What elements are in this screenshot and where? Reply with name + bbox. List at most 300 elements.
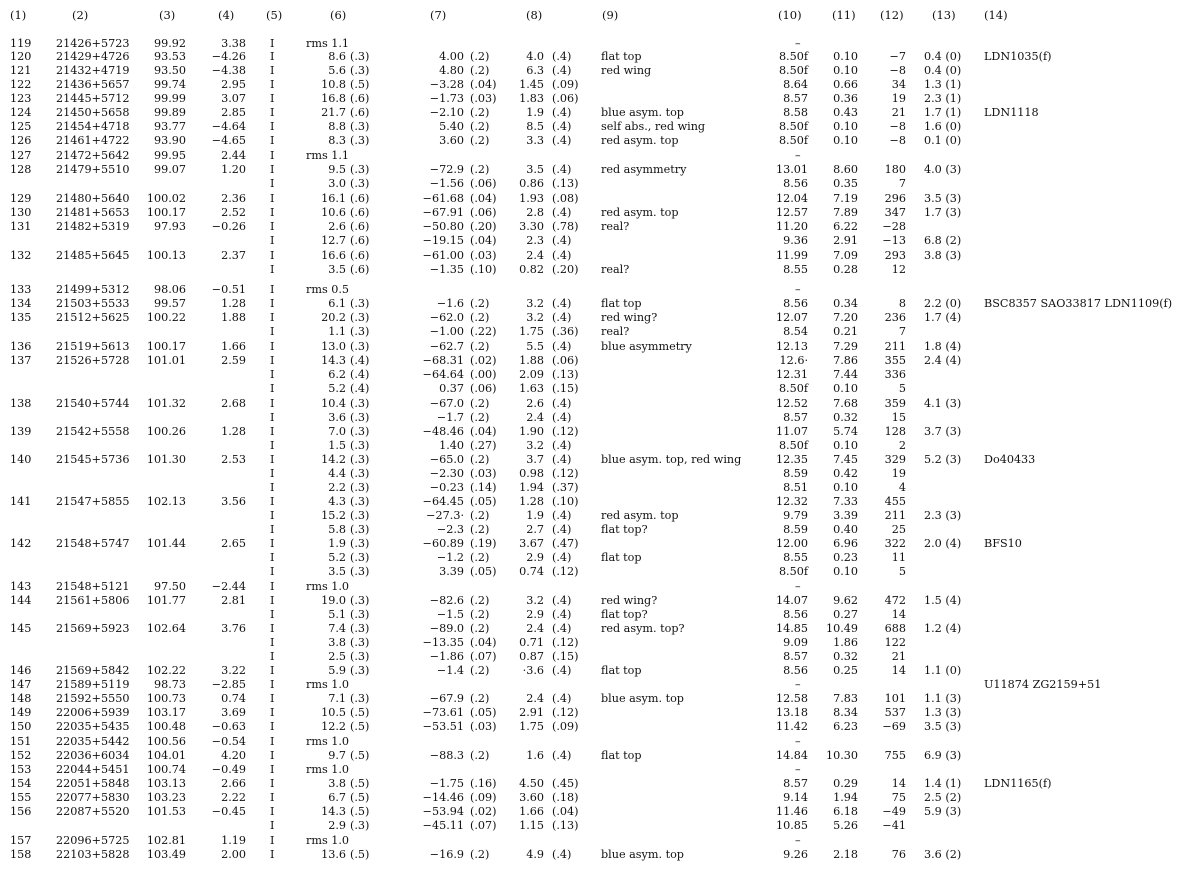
line-flag: I: [270, 481, 275, 494]
row-number: 128: [10, 163, 32, 176]
identification: LDN1165(f): [984, 777, 1052, 790]
galactocentric-value: 3.39: [833, 509, 858, 522]
width-error: (.4): [552, 163, 572, 176]
width-value: 4.50: [519, 777, 544, 790]
velocity-error: (.2): [470, 608, 490, 621]
peak-value: 5.1: [328, 608, 346, 621]
longitude: 103.13: [146, 777, 186, 790]
peak-error: (.6): [350, 234, 370, 247]
table-row: [0, 720, 1200, 734]
peak-value: 6.1: [328, 297, 346, 310]
longitude: 101.01: [146, 354, 186, 367]
peak-value: 7.1: [328, 692, 346, 705]
galactocentric-value: 0.25: [833, 664, 858, 677]
height-value: −28: [882, 220, 906, 233]
col-header: (6): [330, 8, 347, 22]
line-flag: I: [270, 848, 275, 861]
width-error: (.4): [552, 594, 572, 607]
width-error: (.4): [552, 297, 572, 310]
width-value: 2.91: [519, 706, 544, 719]
source-name: 21450+5658: [56, 106, 130, 119]
width-value: 2.4: [526, 692, 544, 705]
row-number: 120: [10, 50, 32, 63]
height-value: −69: [882, 720, 906, 733]
longitude: 100.73: [146, 692, 186, 705]
row-number: 130: [10, 206, 32, 219]
width-error: (.10): [552, 495, 579, 508]
table-row: [0, 608, 1200, 622]
width-error: (.4): [552, 622, 572, 635]
galactocentric-value: 0.21: [833, 325, 858, 338]
comment: blue asym. top: [601, 848, 684, 861]
velocity-value: −64.64: [422, 368, 464, 381]
quality-value: 3.6 (2): [924, 848, 962, 861]
source-name: 21436+5657: [56, 78, 130, 91]
comment: flat top?: [601, 608, 648, 621]
velocity-error: (.02): [470, 805, 497, 818]
height-value: 15: [891, 411, 906, 424]
velocity-value: −48.46: [422, 425, 464, 438]
height-value: 101: [884, 692, 906, 705]
row-number: 125: [10, 120, 32, 133]
velocity-value: −0.23: [429, 481, 464, 494]
dash-mark: –: [795, 580, 801, 593]
width-error: (.4): [552, 234, 572, 247]
peak-error: (.3): [350, 311, 370, 324]
peak-value: 3.8: [328, 777, 346, 790]
table-row: [0, 297, 1200, 311]
peak-error: (.3): [350, 495, 370, 508]
line-flag: I: [270, 263, 275, 276]
velocity-value: −67.9: [429, 692, 464, 705]
line-flag: I: [270, 819, 275, 832]
quality-value: 1.7 (1): [924, 106, 962, 119]
peak-error: (.3): [350, 177, 370, 190]
width-value: 2.6: [526, 397, 544, 410]
distance-value: 8.55: [783, 263, 808, 276]
line-flag: I: [270, 368, 275, 381]
distance-value: 13.01: [775, 163, 808, 176]
width-error: (.15): [552, 382, 579, 395]
width-error: (.18): [552, 791, 579, 804]
width-error: (.4): [552, 608, 572, 621]
peak-error: (.3): [350, 523, 370, 536]
line-flag: I: [270, 120, 275, 133]
peak-value: 10.5: [321, 706, 346, 719]
height-value: 5: [898, 382, 906, 395]
longitude: 103.17: [146, 706, 186, 719]
velocity-value: −45.11: [422, 819, 464, 832]
width-error: (.4): [552, 439, 572, 452]
quality-value: 4.1 (3): [924, 397, 962, 410]
row-number: 149: [10, 706, 32, 719]
velocity-error: (.2): [470, 692, 490, 705]
galactocentric-value: 5.74: [833, 425, 858, 438]
width-value: 6.3: [526, 64, 544, 77]
line-flag: I: [270, 297, 275, 310]
longitude: 93.90: [153, 134, 186, 147]
distance-value: 8.57: [783, 92, 808, 105]
width-error: (.12): [552, 565, 579, 578]
distance-value: 8.50f: [778, 50, 808, 63]
col-header: (3): [159, 8, 176, 22]
table-row: [0, 92, 1200, 106]
quality-value: 3.7 (3): [924, 425, 962, 438]
comment: red wing: [601, 64, 652, 77]
velocity-error: (.16): [470, 777, 497, 790]
source-name: 21561+5806: [56, 594, 130, 607]
source-name: 21481+5653: [56, 206, 130, 219]
source-name: 22087+5520: [56, 805, 130, 818]
peak-value: 16.1: [321, 192, 346, 205]
col-header: (5): [266, 8, 283, 22]
peak-error: (.3): [350, 397, 370, 410]
line-flag: I: [270, 340, 275, 353]
velocity-value: −1.2: [436, 551, 464, 564]
peak-error: (.3): [350, 481, 370, 494]
comment: flat top: [601, 551, 642, 564]
width-error: (.4): [552, 397, 572, 410]
width-value: 3.60: [519, 791, 544, 804]
line-flag: I: [270, 234, 275, 247]
width-value: 1.88: [519, 354, 544, 367]
velocity-value: −60.89: [422, 537, 464, 550]
width-error: (.4): [552, 848, 572, 861]
source-name: 21503+5533: [56, 297, 130, 310]
galactocentric-value: 0.10: [833, 565, 858, 578]
velocity-value: −2.10: [429, 106, 464, 119]
galactocentric-value: 6.96: [833, 537, 858, 550]
table-row: [0, 397, 1200, 411]
galactocentric-value: 0.23: [833, 551, 858, 564]
height-value: 19: [891, 467, 906, 480]
velocity-error: (.03): [470, 249, 497, 262]
identification: LDN1035(f): [984, 50, 1052, 63]
table-row: [0, 791, 1200, 805]
velocity-value: −13.35: [422, 636, 464, 649]
line-flag: I: [270, 397, 275, 410]
row-number: 148: [10, 692, 32, 705]
width-error: (.13): [552, 368, 579, 381]
col-header: (1): [10, 8, 27, 22]
longitude: 100.74: [146, 763, 186, 776]
galactocentric-value: 0.10: [833, 382, 858, 395]
col-header: (7): [430, 8, 447, 22]
galactocentric-value: 7.86: [833, 354, 858, 367]
latitude: 2.66: [221, 777, 246, 790]
width-value: 1.9: [526, 509, 544, 522]
galactocentric-value: 6.23: [833, 720, 858, 733]
row-number: 123: [10, 92, 32, 105]
longitude: 100.13: [146, 249, 186, 262]
row-number: 134: [10, 297, 32, 310]
velocity-error: (.14): [470, 481, 497, 494]
distance-value: 8.56: [783, 608, 808, 621]
velocity-value: 0.37: [439, 382, 464, 395]
height-value: 14: [891, 608, 906, 621]
galactocentric-value: 1.86: [833, 636, 858, 649]
width-error: (.4): [552, 50, 572, 63]
comment: red asym. top?: [601, 622, 685, 635]
peak-value: 13.6: [321, 848, 346, 861]
table-row: [0, 565, 1200, 579]
velocity-error: (.2): [470, 749, 490, 762]
identification: BSC8357 SAO33817 LDN1109(f): [984, 297, 1173, 310]
row-number: 136: [10, 340, 32, 353]
longitude: 101.44: [146, 537, 186, 550]
peak-value: 1.1: [328, 325, 346, 338]
peak-error: (.4): [350, 382, 370, 395]
longitude: 100.48: [146, 720, 186, 733]
comment: blue asym. top: [601, 106, 684, 119]
longitude: 104.01: [146, 749, 186, 762]
velocity-error: (.2): [470, 50, 490, 63]
table-row: [0, 777, 1200, 791]
galactocentric-value: 10.49: [825, 622, 858, 635]
velocity-value: 3.60: [439, 134, 464, 147]
width-value: 3.7: [526, 453, 544, 466]
distance-value: 8.56: [783, 297, 808, 310]
distance-value: 12.58: [775, 692, 808, 705]
width-value: 2.09: [519, 368, 544, 381]
latitude: 3.69: [221, 706, 246, 719]
width-error: (.4): [552, 411, 572, 424]
velocity-value: −1.6: [436, 297, 464, 310]
distance-value: 8.56: [783, 177, 808, 190]
velocity-error: (.22): [470, 325, 497, 338]
table-row: [0, 439, 1200, 453]
height-value: 8: [898, 297, 906, 310]
line-flag: I: [270, 834, 275, 847]
width-value: 0.86: [519, 177, 544, 190]
velocity-error: (.10): [470, 263, 497, 276]
galactocentric-value: 7.44: [833, 368, 858, 381]
latitude: 1.28: [221, 425, 246, 438]
width-value: 0.71: [519, 636, 544, 649]
width-value: 2.4: [526, 622, 544, 635]
longitude: 100.22: [146, 311, 186, 324]
width-error: (.4): [552, 664, 572, 677]
line-flag: I: [270, 206, 275, 219]
latitude: 2.85: [221, 106, 246, 119]
line-flag: I: [270, 37, 275, 50]
distance-value: 11.99: [775, 249, 808, 262]
source-name: 21480+5640: [56, 192, 130, 205]
longitude: 102.64: [146, 622, 186, 635]
peak-error: (.3): [350, 120, 370, 133]
table-row: [0, 64, 1200, 78]
latitude: −4.26: [211, 50, 246, 63]
source-name: 21472+5642: [56, 149, 130, 162]
distance-value: 8.50f: [778, 134, 808, 147]
velocity-error: (.04): [470, 234, 497, 247]
source-name: 22036+6034: [56, 749, 130, 762]
width-value: 1.9: [526, 106, 544, 119]
velocity-error: (.00): [470, 368, 497, 381]
height-value: 755: [884, 749, 906, 762]
table-row: [0, 120, 1200, 134]
table-row: [0, 263, 1200, 277]
table-row: [0, 551, 1200, 565]
distance-value: 8.55: [783, 551, 808, 564]
distance-value: 8.59: [783, 467, 808, 480]
row-number: 155: [10, 791, 32, 804]
velocity-error: (.03): [470, 720, 497, 733]
velocity-error: (.2): [470, 297, 490, 310]
line-flag: I: [270, 735, 275, 748]
source-name: 22035+5435: [56, 720, 130, 733]
velocity-value: −14.46: [422, 791, 464, 804]
quality-value: 1.6 (0): [924, 120, 962, 133]
quality-value: 3.5 (3): [924, 192, 962, 205]
table-row: [0, 834, 1200, 848]
velocity-error: (.2): [470, 397, 490, 410]
velocity-error: (.06): [470, 382, 497, 395]
velocity-value: −65.0: [429, 453, 464, 466]
velocity-value: −82.6: [429, 594, 464, 607]
row-number: 139: [10, 425, 32, 438]
longitude: 98.73: [153, 678, 186, 691]
longitude: 99.89: [153, 106, 186, 119]
velocity-error: (.03): [470, 467, 497, 480]
source-name: 21548+5121: [56, 580, 130, 593]
longitude: 100.56: [146, 735, 186, 748]
longitude: 98.06: [153, 283, 186, 296]
comment: red wing?: [601, 594, 658, 607]
quality-value: 3.5 (3): [924, 720, 962, 733]
width-error: (.4): [552, 551, 572, 564]
latitude: 2.68: [221, 397, 246, 410]
peak-value: 6.7: [328, 791, 346, 804]
velocity-error: (.02): [470, 354, 497, 367]
comment: flat top: [601, 297, 642, 310]
dash-mark: –: [795, 678, 801, 691]
table-row: [0, 425, 1200, 439]
distance-value: 8.56: [783, 664, 808, 677]
width-value: 3.67: [519, 537, 544, 550]
velocity-value: 5.40: [439, 120, 464, 133]
latitude: 2.95: [221, 78, 246, 91]
width-error: (.4): [552, 64, 572, 77]
peak-error: (.5): [350, 805, 370, 818]
row-number: 156: [10, 805, 32, 818]
identification: U11874 ZG2159+51: [984, 678, 1102, 691]
peak-value: 9.7: [328, 749, 346, 762]
galactocentric-value: 7.09: [833, 249, 858, 262]
rms-note: rms 1.1: [306, 149, 350, 162]
source-name: 21519+5613: [56, 340, 130, 353]
peak-error: (.3): [350, 297, 370, 310]
velocity-error: (.06): [470, 206, 497, 219]
line-flag: I: [270, 425, 275, 438]
peak-value: 10.4: [321, 397, 346, 410]
velocity-error: (.2): [470, 134, 490, 147]
width-value: 1.75: [519, 325, 544, 338]
velocity-error: (.05): [470, 495, 497, 508]
dash-mark: –: [795, 283, 801, 296]
line-flag: I: [270, 453, 275, 466]
height-value: 7: [898, 177, 906, 190]
latitude: −4.64: [211, 120, 246, 133]
width-error: (.4): [552, 120, 572, 133]
comment: self abs., red wing: [601, 120, 706, 133]
row-number: 133: [10, 283, 32, 296]
latitude: −0.49: [211, 763, 246, 776]
latitude: 2.36: [221, 192, 246, 205]
line-flag: I: [270, 411, 275, 424]
galactocentric-value: 1.94: [833, 791, 858, 804]
peak-error: (.3): [350, 636, 370, 649]
distance-value: 12.32: [775, 495, 808, 508]
height-value: 75: [891, 791, 906, 804]
peak-error: (.3): [350, 565, 370, 578]
peak-error: (.3): [350, 622, 370, 635]
distance-value: 14.84: [775, 749, 808, 762]
distance-value: 12.13: [775, 340, 808, 353]
source-name: 21479+5510: [56, 163, 130, 176]
latitude: 1.66: [221, 340, 246, 353]
peak-value: 20.2: [321, 311, 346, 324]
row-number: 147: [10, 678, 32, 691]
source-name: 21499+5312: [56, 283, 130, 296]
line-flag: I: [270, 354, 275, 367]
longitude: 101.30: [146, 453, 186, 466]
width-value: 5.5: [526, 340, 544, 353]
width-error: (.12): [552, 706, 579, 719]
peak-value: 3.5: [328, 565, 346, 578]
latitude: 2.52: [221, 206, 246, 219]
height-value: 296: [884, 192, 906, 205]
width-value: 2.9: [526, 551, 544, 564]
width-value: 8.5: [526, 120, 544, 133]
table-row: [0, 50, 1200, 64]
quality-value: 2.3 (3): [924, 509, 962, 522]
height-value: 14: [891, 777, 906, 790]
table-row: [0, 678, 1200, 692]
height-value: 128: [884, 425, 906, 438]
longitude: 100.17: [146, 340, 186, 353]
comment: blue asym. top: [601, 692, 684, 705]
line-flag: I: [270, 467, 275, 480]
peak-value: 3.8: [328, 636, 346, 649]
distance-value: 13.18: [775, 706, 808, 719]
velocity-value: −88.3: [429, 749, 464, 762]
distance-value: 8.64: [783, 78, 808, 91]
comment: flat top: [601, 50, 642, 63]
rms-note: rms 1.1: [306, 37, 350, 50]
peak-value: 16.8: [321, 92, 346, 105]
width-value: 3.30: [519, 220, 544, 233]
width-value: 1.45: [519, 78, 544, 91]
peak-error: (.3): [350, 650, 370, 663]
comment: flat top?: [601, 523, 648, 536]
peak-value: 3.6: [328, 411, 346, 424]
galactocentric-value: 0.10: [833, 481, 858, 494]
peak-error: (.4): [350, 354, 370, 367]
galactocentric-value: 0.10: [833, 120, 858, 133]
galactocentric-value: 0.10: [833, 64, 858, 77]
distance-value: 9.09: [783, 636, 808, 649]
table-row: [0, 467, 1200, 481]
source-name: 21545+5736: [56, 453, 130, 466]
height-value: 293: [884, 249, 906, 262]
line-flag: I: [270, 749, 275, 762]
peak-value: 2.5: [328, 650, 346, 663]
rms-note: rms 0.5: [306, 283, 350, 296]
comment: red asym. top: [601, 206, 679, 219]
peak-error: (.6): [350, 206, 370, 219]
peak-value: 8.3: [328, 134, 346, 147]
